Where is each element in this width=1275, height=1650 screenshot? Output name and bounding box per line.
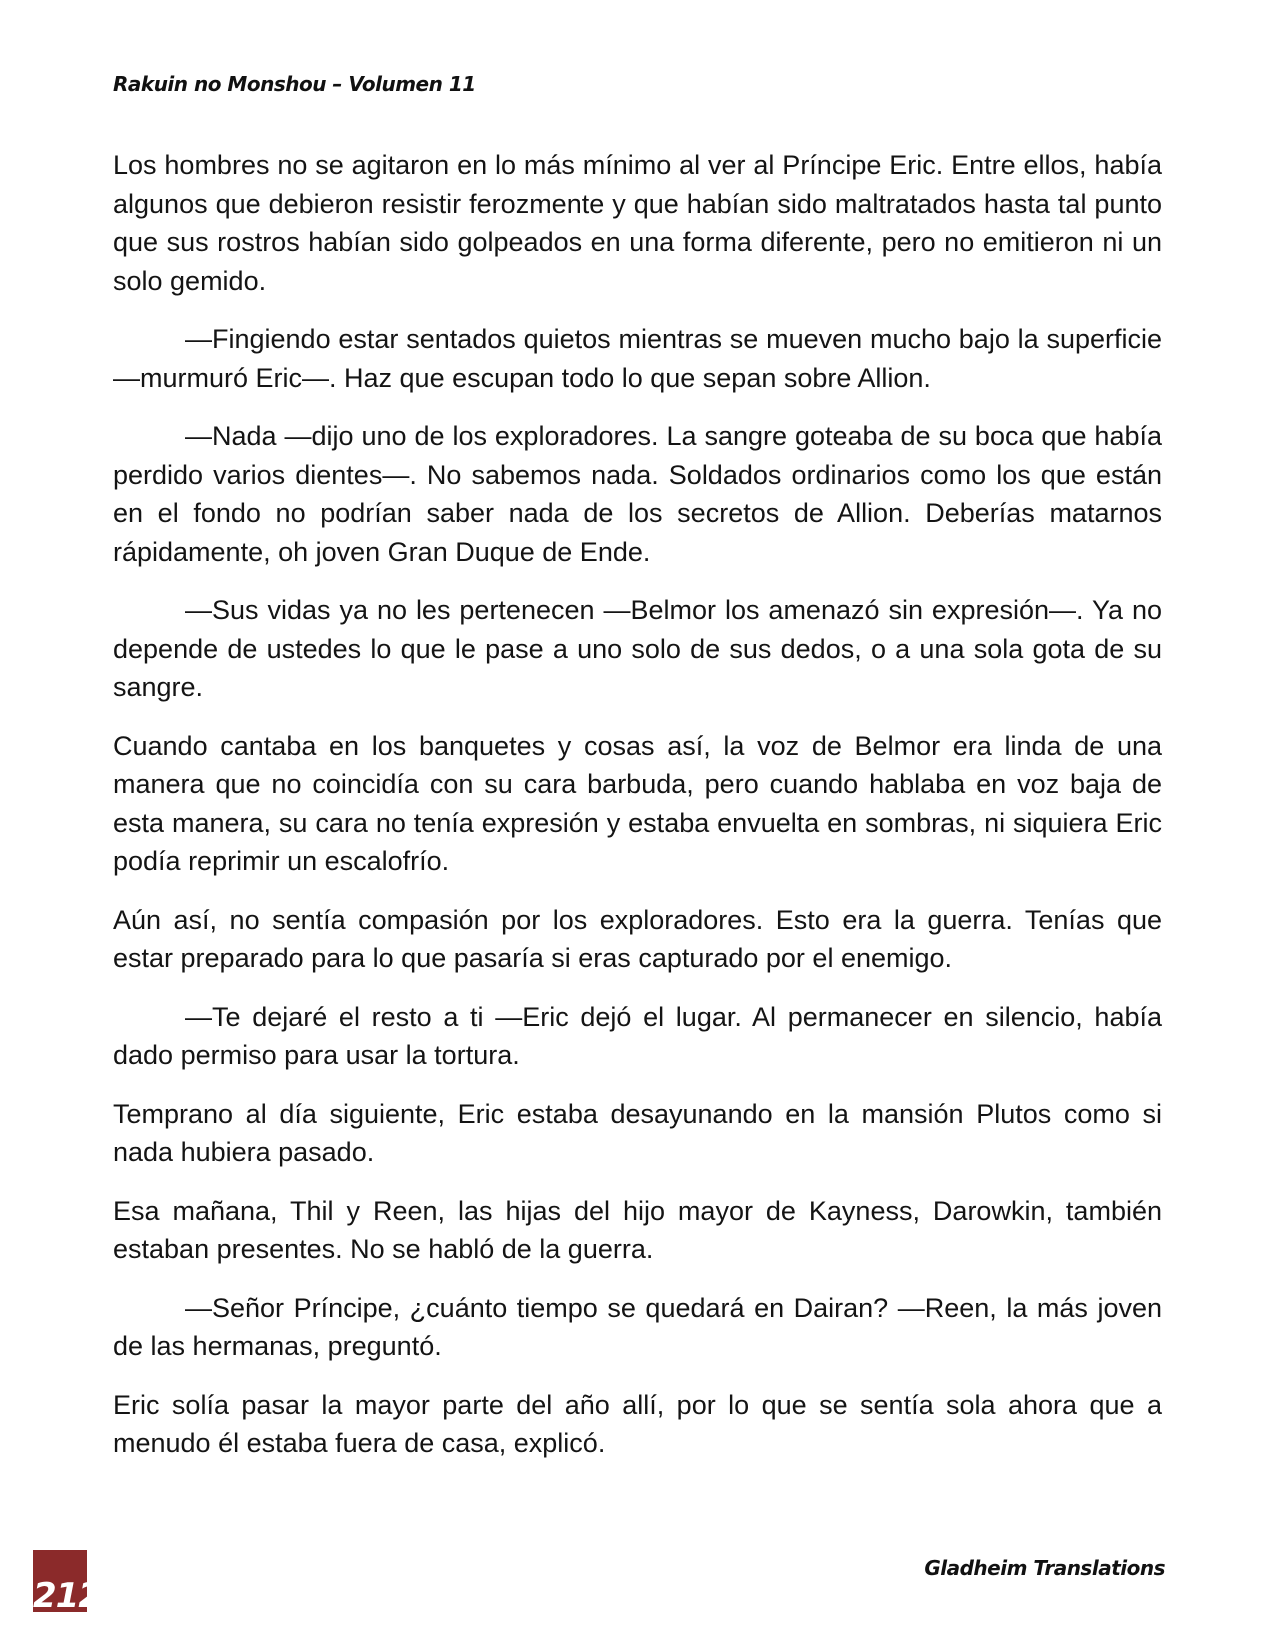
paragraph: Aún así, no sentía compasión por los exploradores. Esto era la guerra. Tenías que estar preparado para lo que pasaría si eras capturado por el enemigo. <box>113 904 1162 973</box>
dialogue-paragraph: —Te dejaré el resto a ti —Eric dejó el lugar. Al permanecer en silencio, había dado permiso para usar la tortura. <box>113 1001 1162 1070</box>
dialogue-paragraph: —Sus vidas ya no les pertenecen —Belmor los amenazó sin expresión—. Ya no depende de ustedes lo que le pase a uno solo de sus dedos, o a una sola gota de su sangre. <box>113 595 1162 702</box>
footer-credit: Gladheim Translations <box>924 1556 1165 1580</box>
body-text <box>113 146 1162 1483</box>
dialogue-paragraph: —Fingiendo estar sentados quietos mientras se mueven mucho bajo la superficie —murmuró Eric—. Haz que escupan todo lo que sepan sobre Allion. <box>113 324 1162 393</box>
paragraph: Temprano al día siguiente, Eric estaba desayunando en la mansión Plutos como si nada hubiera pasado. <box>113 1098 1162 1167</box>
page-number: 212 <box>33 1576 101 1616</box>
paragraph: Esa mañana, Thil y Reen, las hijas del hijo mayor de Kayness, Darowkin, también estaban presentes. No se habló de la guerra. <box>113 1195 1162 1264</box>
page-header-title: Rakuin no Monshou – Volumen 11 <box>113 72 476 96</box>
paragraph: Los hombres no se agitaron en lo más mínimo al ver al Príncipe Eric. Entre ellos, había algunos que debieron resistir ferozmente y que habían sido maltratados hasta tal punto que sus rostros habían sido golpeados en una forma diferente, pero no emitieron ni un solo gemido. <box>113 150 1162 296</box>
page-number-badge <box>33 1550 101 1616</box>
dialogue-paragraph: —Nada —dijo uno de los exploradores. La sangre goteaba de su boca que había perdido varios dientes—. No sabemos nada. Soldados ordinarios como los que están en el fondo no podrían saber nada de los secretos de Allion. Deberías matarnos rápidamente, oh joven Gran Duque de Ende. <box>113 421 1162 567</box>
dialogue-paragraph: —Señor Príncipe, ¿cuánto tiempo se quedará en Dairan? —Reen, la más joven de las hermanas, preguntó. <box>113 1292 1162 1361</box>
paragraph: Cuando cantaba en los banquetes y cosas así, la voz de Belmor era linda de una manera que no coincidía con su cara barbuda, pero cuando hablaba en voz baja de esta manera, su cara no tenía expresión y estaba envuelta en sombras, ni siquiera Eric podía reprimir un escalofrío. <box>113 730 1162 876</box>
paragraph: Eric solía pasar la mayor parte del año allí, por lo que se sentía sola ahora que a menudo él estaba fuera de casa, explicó. <box>113 1389 1162 1458</box>
